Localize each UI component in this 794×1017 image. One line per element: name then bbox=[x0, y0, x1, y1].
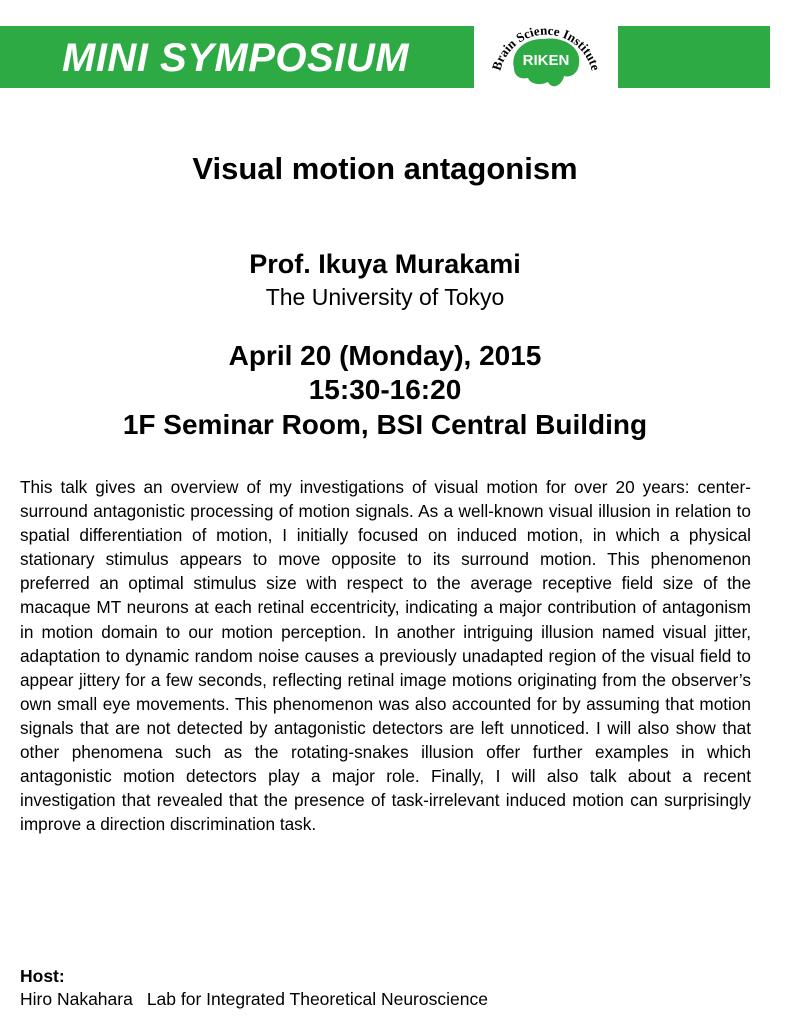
speaker-affiliation: The University of Tokyo bbox=[265, 284, 505, 310]
host-name: Hiro Nakahara bbox=[20, 989, 133, 1009]
host-line bbox=[20, 988, 488, 1010]
host-lab: Lab for Integrated Theoretical Neuroscience bbox=[146, 989, 488, 1009]
logo-center-text: RIKEN bbox=[522, 52, 570, 69]
logo-arc-text: Brain Science Institute bbox=[488, 22, 604, 73]
speaker-name: Prof. Ikuya Murakami bbox=[249, 249, 521, 279]
talk-title: Visual motion antagonism bbox=[192, 151, 578, 186]
event-date: April 20 (Monday), 2015 bbox=[228, 340, 542, 371]
banner-bar-right bbox=[618, 26, 770, 88]
abstract-text: This talk gives an overview of my investigations of visual motion for over 20 years: center-surround antagonistic processing of motion signals. As a well-known visual illusion in relation to spatial differentiation of motion, I initially focused on induced motion, in which a physical stationary stimulus appears to move opposite to its surround motion. This phenomenon preferred an optimal stimulus size with respect to the average receptive field size of the macaque MT neurons at each retinal eccentricity, indicating a major contribution of antagonism in motion domain to our motion perception. In another intriguing illusion named visual jitter, adaptation to dynamic random noise causes a previously unadapted region of the visual field to appear jittery for a few seconds, reflecting retinal image motions originating from the observer’s own small eye movements. This phenomenon was also accounted for by assuming that motion signals that are not detected by antagonistic detectors are left unnoticed. I will also show that other phenomena such as the rotating-snakes illusion offer further examples in which antagonistic motion detectors play a major role. Finally, I will also talk about a recent investigation that revealed that the presence of task-irrelevant induced motion can surprisingly improve a direction discrimination task. bbox=[20, 477, 751, 835]
event-time: 15:30-16:20 bbox=[308, 374, 462, 405]
host-label: Host: bbox=[20, 966, 65, 986]
event-location: 1F Seminar Room, BSI Central Building bbox=[122, 409, 648, 440]
riken-bsi-logo bbox=[486, 2, 606, 102]
banner-title: MINI SYMPOSIUM bbox=[62, 36, 410, 80]
